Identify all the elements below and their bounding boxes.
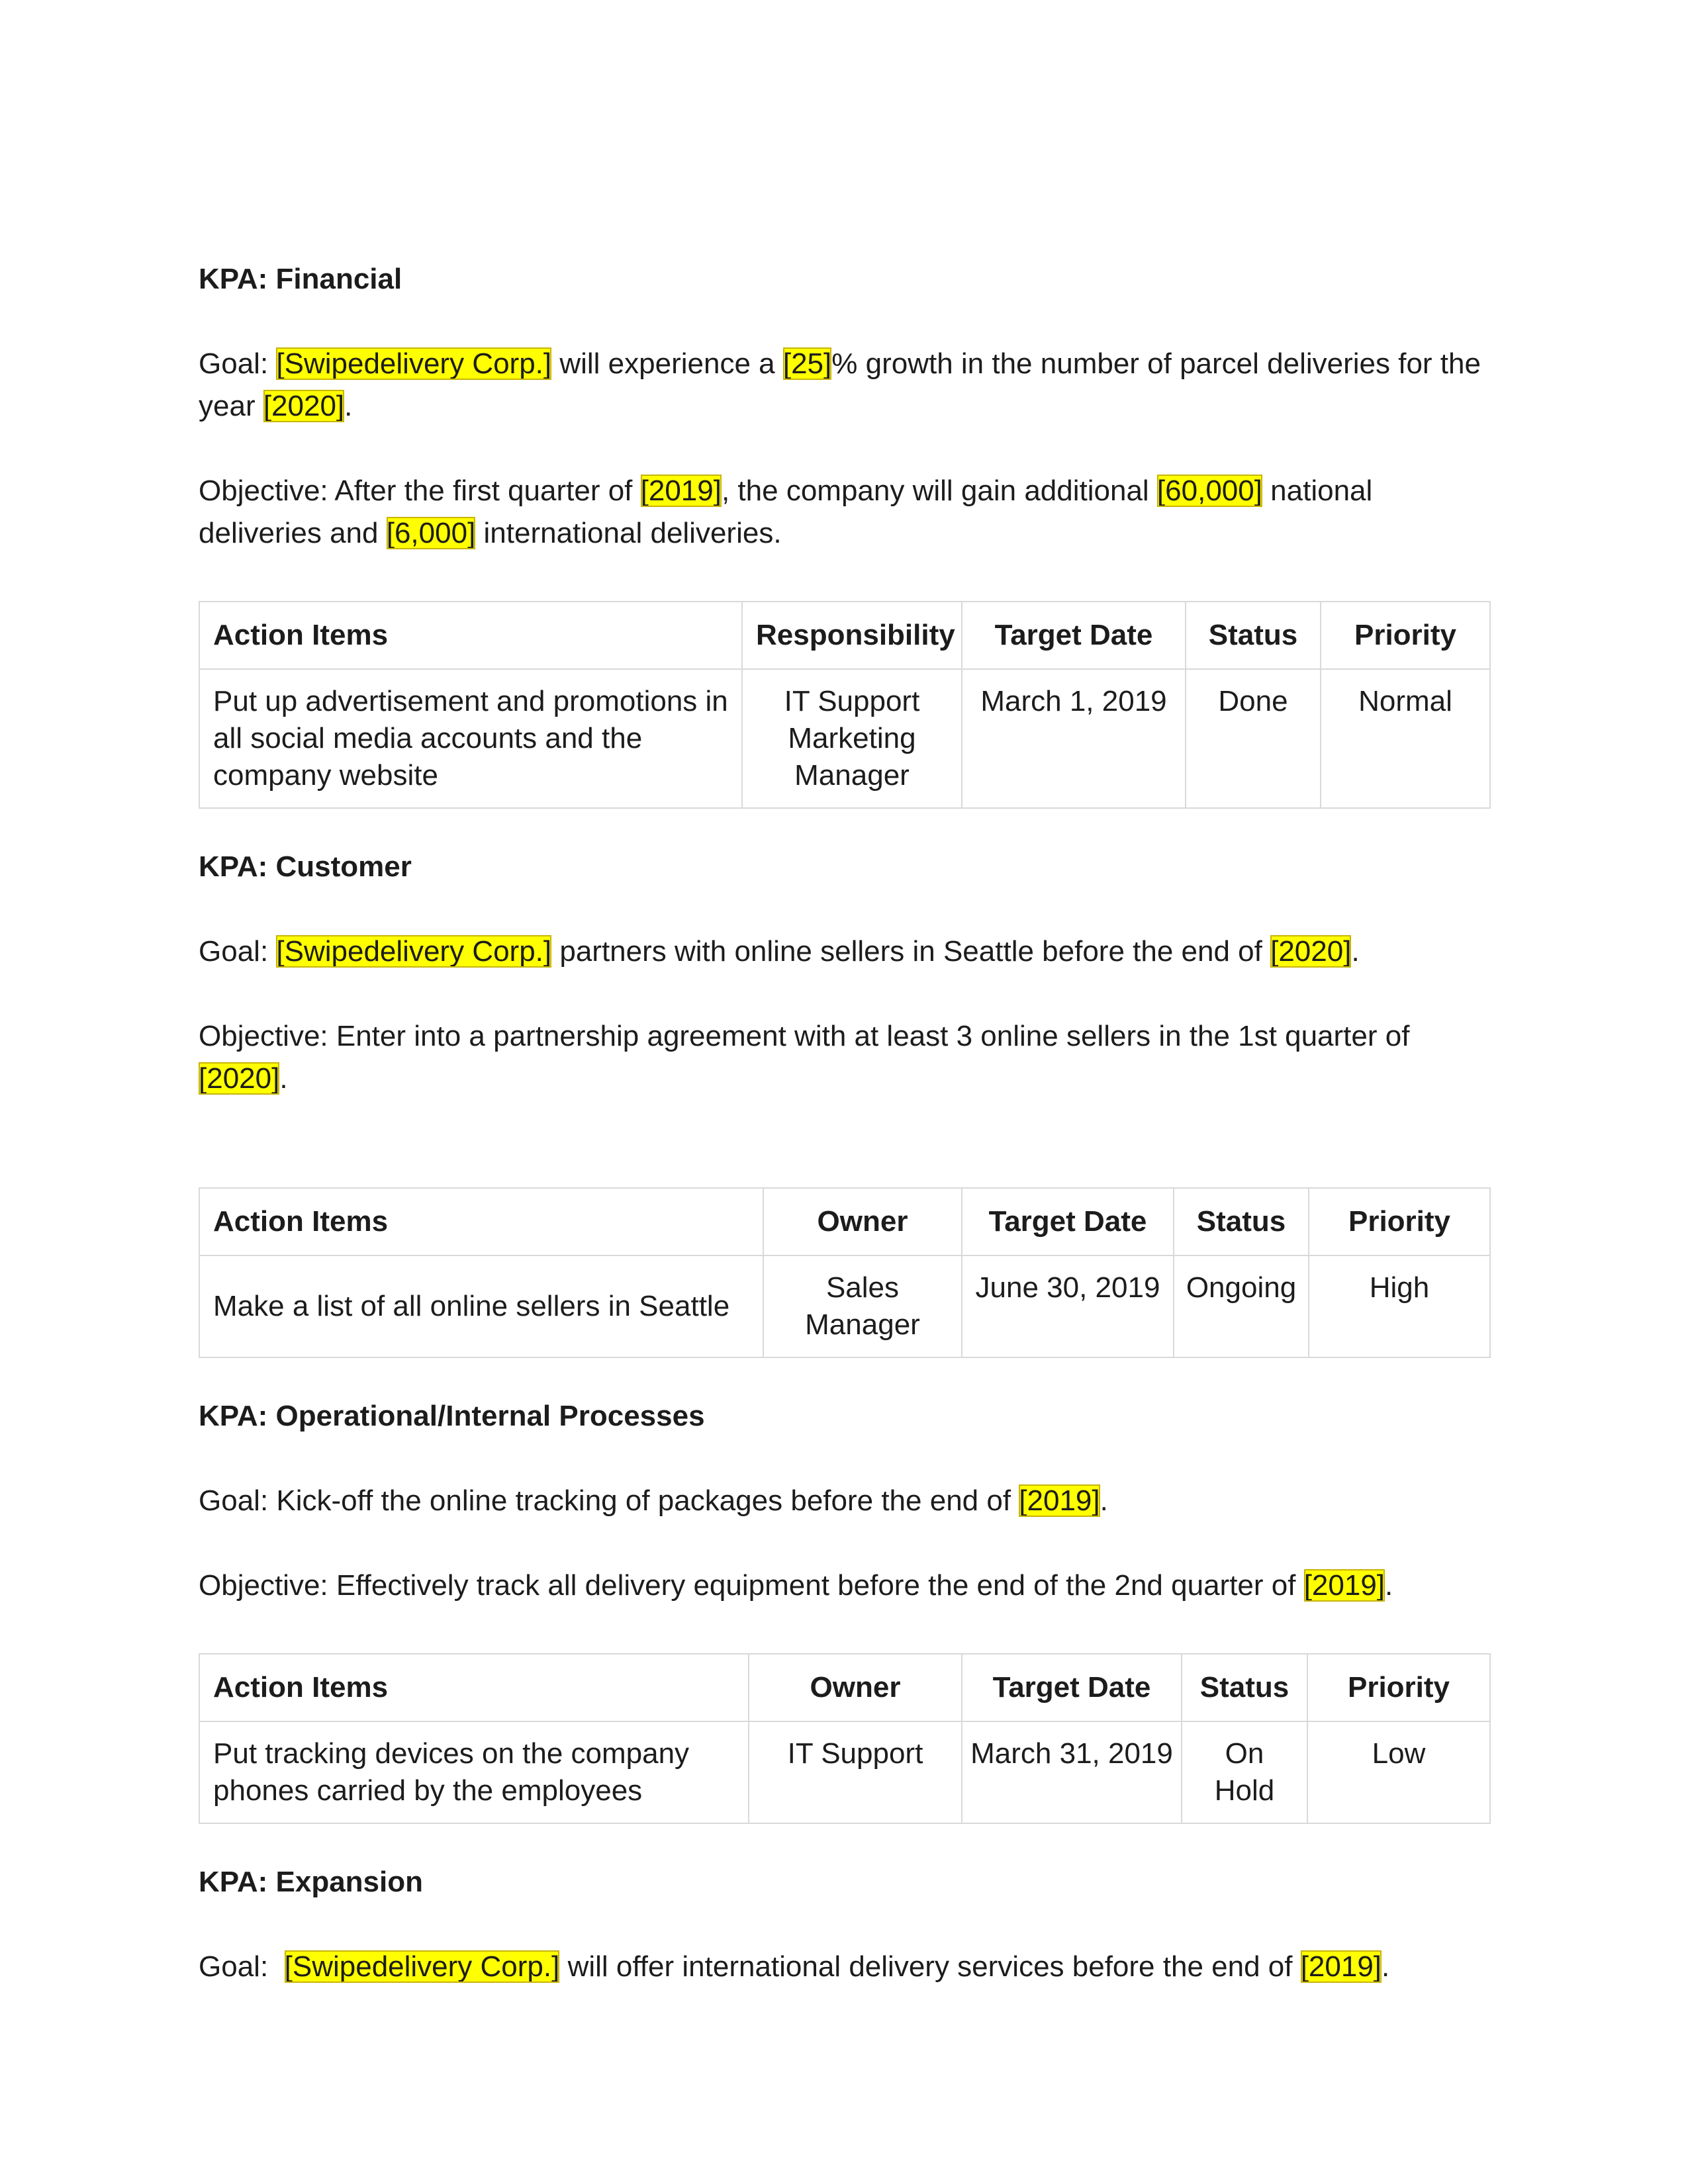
objective-text: . — [279, 1062, 288, 1095]
cell-status: Done — [1186, 669, 1321, 808]
table-header-row — [199, 602, 1490, 669]
kpa-financial-heading: KPA: Financial — [199, 263, 402, 295]
col-header-responsibility: Responsibility — [742, 602, 962, 669]
col-header-action-items: Action Items — [199, 1188, 763, 1255]
col-header-status: Status — [1182, 1654, 1307, 1721]
cell-target-date: March 31, 2019 — [962, 1721, 1182, 1823]
col-header-priority: Priority — [1307, 1654, 1490, 1721]
goal-label: Goal: — [199, 347, 277, 380]
table-header-row — [199, 1654, 1490, 1721]
objective-text: Objective: Enter into a partnership agreement with at least 3 online sellers in the 1st quarter of — [199, 1020, 1410, 1052]
objective-text: , the company will gain additional — [721, 475, 1157, 507]
highlight-company: [Swipedelivery Corp.] — [276, 347, 552, 380]
customer-goal — [199, 931, 1489, 973]
goal-text: Goal: Kick-off the online tracking of packages before the end of — [199, 1484, 1019, 1517]
cell-priority: Normal — [1321, 669, 1490, 808]
col-header-owner: Owner — [749, 1654, 962, 1721]
highlight-year: [2019] — [1303, 1569, 1385, 1602]
cell-action-item: Put tracking devices on the company phones carried by the employees — [199, 1721, 749, 1823]
goal-text: . — [1100, 1484, 1108, 1517]
customer-action-table — [199, 1187, 1491, 1358]
document-content — [199, 238, 1489, 1988]
financial-objective — [199, 470, 1489, 555]
cell-action-item: Make a list of all online sellers in Seattle — [199, 1255, 763, 1357]
objective-text: Objective: After the first quarter of — [199, 475, 641, 507]
financial-goal — [199, 343, 1489, 428]
cell-status: On Hold — [1182, 1721, 1307, 1823]
highlight-year: [2019] — [640, 475, 722, 507]
cell-priority: High — [1309, 1255, 1490, 1357]
cell-priority: Low — [1307, 1721, 1490, 1823]
cell-action-item: Put up advertisement and promotions in all social media accounts and the company website — [199, 669, 742, 808]
col-header-priority: Priority — [1309, 1188, 1490, 1255]
table-row — [199, 669, 1490, 808]
goal-text: % growth in the number of parcel deliveries for the year — [199, 347, 1481, 422]
highlight-national-count: [60,000] — [1156, 475, 1262, 507]
highlight-percent: [25] — [782, 347, 832, 380]
col-header-target-date: Target Date — [962, 1188, 1174, 1255]
operational-objective — [199, 1565, 1489, 1607]
col-header-priority: Priority — [1321, 602, 1490, 669]
objective-text: national deliveries and — [199, 475, 1373, 549]
col-header-target-date: Target Date — [962, 602, 1186, 669]
cell-target-date: June 30, 2019 — [962, 1255, 1174, 1357]
customer-objective — [199, 1015, 1489, 1100]
kpa-expansion-heading: KPA: Expansion — [199, 1866, 424, 1898]
highlight-year: [2020] — [199, 1062, 280, 1095]
col-header-action-items: Action Items — [199, 602, 742, 669]
col-header-status: Status — [1186, 602, 1321, 669]
highlight-year: [2019] — [1019, 1484, 1100, 1517]
financial-action-table — [199, 601, 1491, 809]
goal-text: . — [1382, 1950, 1390, 1983]
col-header-status: Status — [1174, 1188, 1309, 1255]
goal-text: partners with online sellers in Seattle before the end of — [551, 935, 1271, 968]
highlight-year: [2020] — [263, 390, 345, 422]
kpa-customer-heading: KPA: Customer — [199, 850, 412, 883]
cell-owner: Sales Manager — [763, 1255, 962, 1357]
kpa-operational-heading: KPA: Operational/Internal Processes — [199, 1400, 705, 1432]
objective-text: . — [1385, 1569, 1393, 1602]
highlight-year: [2019] — [1300, 1950, 1382, 1983]
table-header-row — [199, 1188, 1490, 1255]
highlight-international-count: [6,000] — [386, 517, 476, 549]
objective-text: Objective: Effectively track all delivery equipment before the end of the 2nd quarter of — [199, 1569, 1304, 1602]
expansion-goal — [199, 1946, 1489, 1988]
highlight-company: [Swipedelivery Corp.] — [284, 1950, 560, 1983]
operational-goal — [199, 1480, 1489, 1522]
col-header-target-date: Target Date — [962, 1654, 1182, 1721]
col-header-action-items: Action Items — [199, 1654, 749, 1721]
objective-text: international deliveries. — [475, 517, 782, 549]
cell-responsibility: IT Support Marketing Manager — [742, 669, 962, 808]
operational-action-table — [199, 1653, 1491, 1824]
goal-text: . — [344, 390, 353, 422]
table-row — [199, 1721, 1490, 1823]
goal-label: Goal: — [199, 935, 277, 968]
goal-text: will offer international delivery services before the end of — [559, 1950, 1301, 1983]
highlight-year: [2020] — [1270, 935, 1352, 968]
cell-target-date: March 1, 2019 — [962, 669, 1186, 808]
highlight-company: [Swipedelivery Corp.] — [276, 935, 552, 968]
cell-status: Ongoing — [1174, 1255, 1309, 1357]
goal-text: will experience a — [551, 347, 783, 380]
goal-text: . — [1351, 935, 1360, 968]
col-header-owner: Owner — [763, 1188, 962, 1255]
goal-label: Goal: — [199, 1950, 285, 1983]
cell-owner: IT Support — [749, 1721, 962, 1823]
table-row — [199, 1255, 1490, 1357]
